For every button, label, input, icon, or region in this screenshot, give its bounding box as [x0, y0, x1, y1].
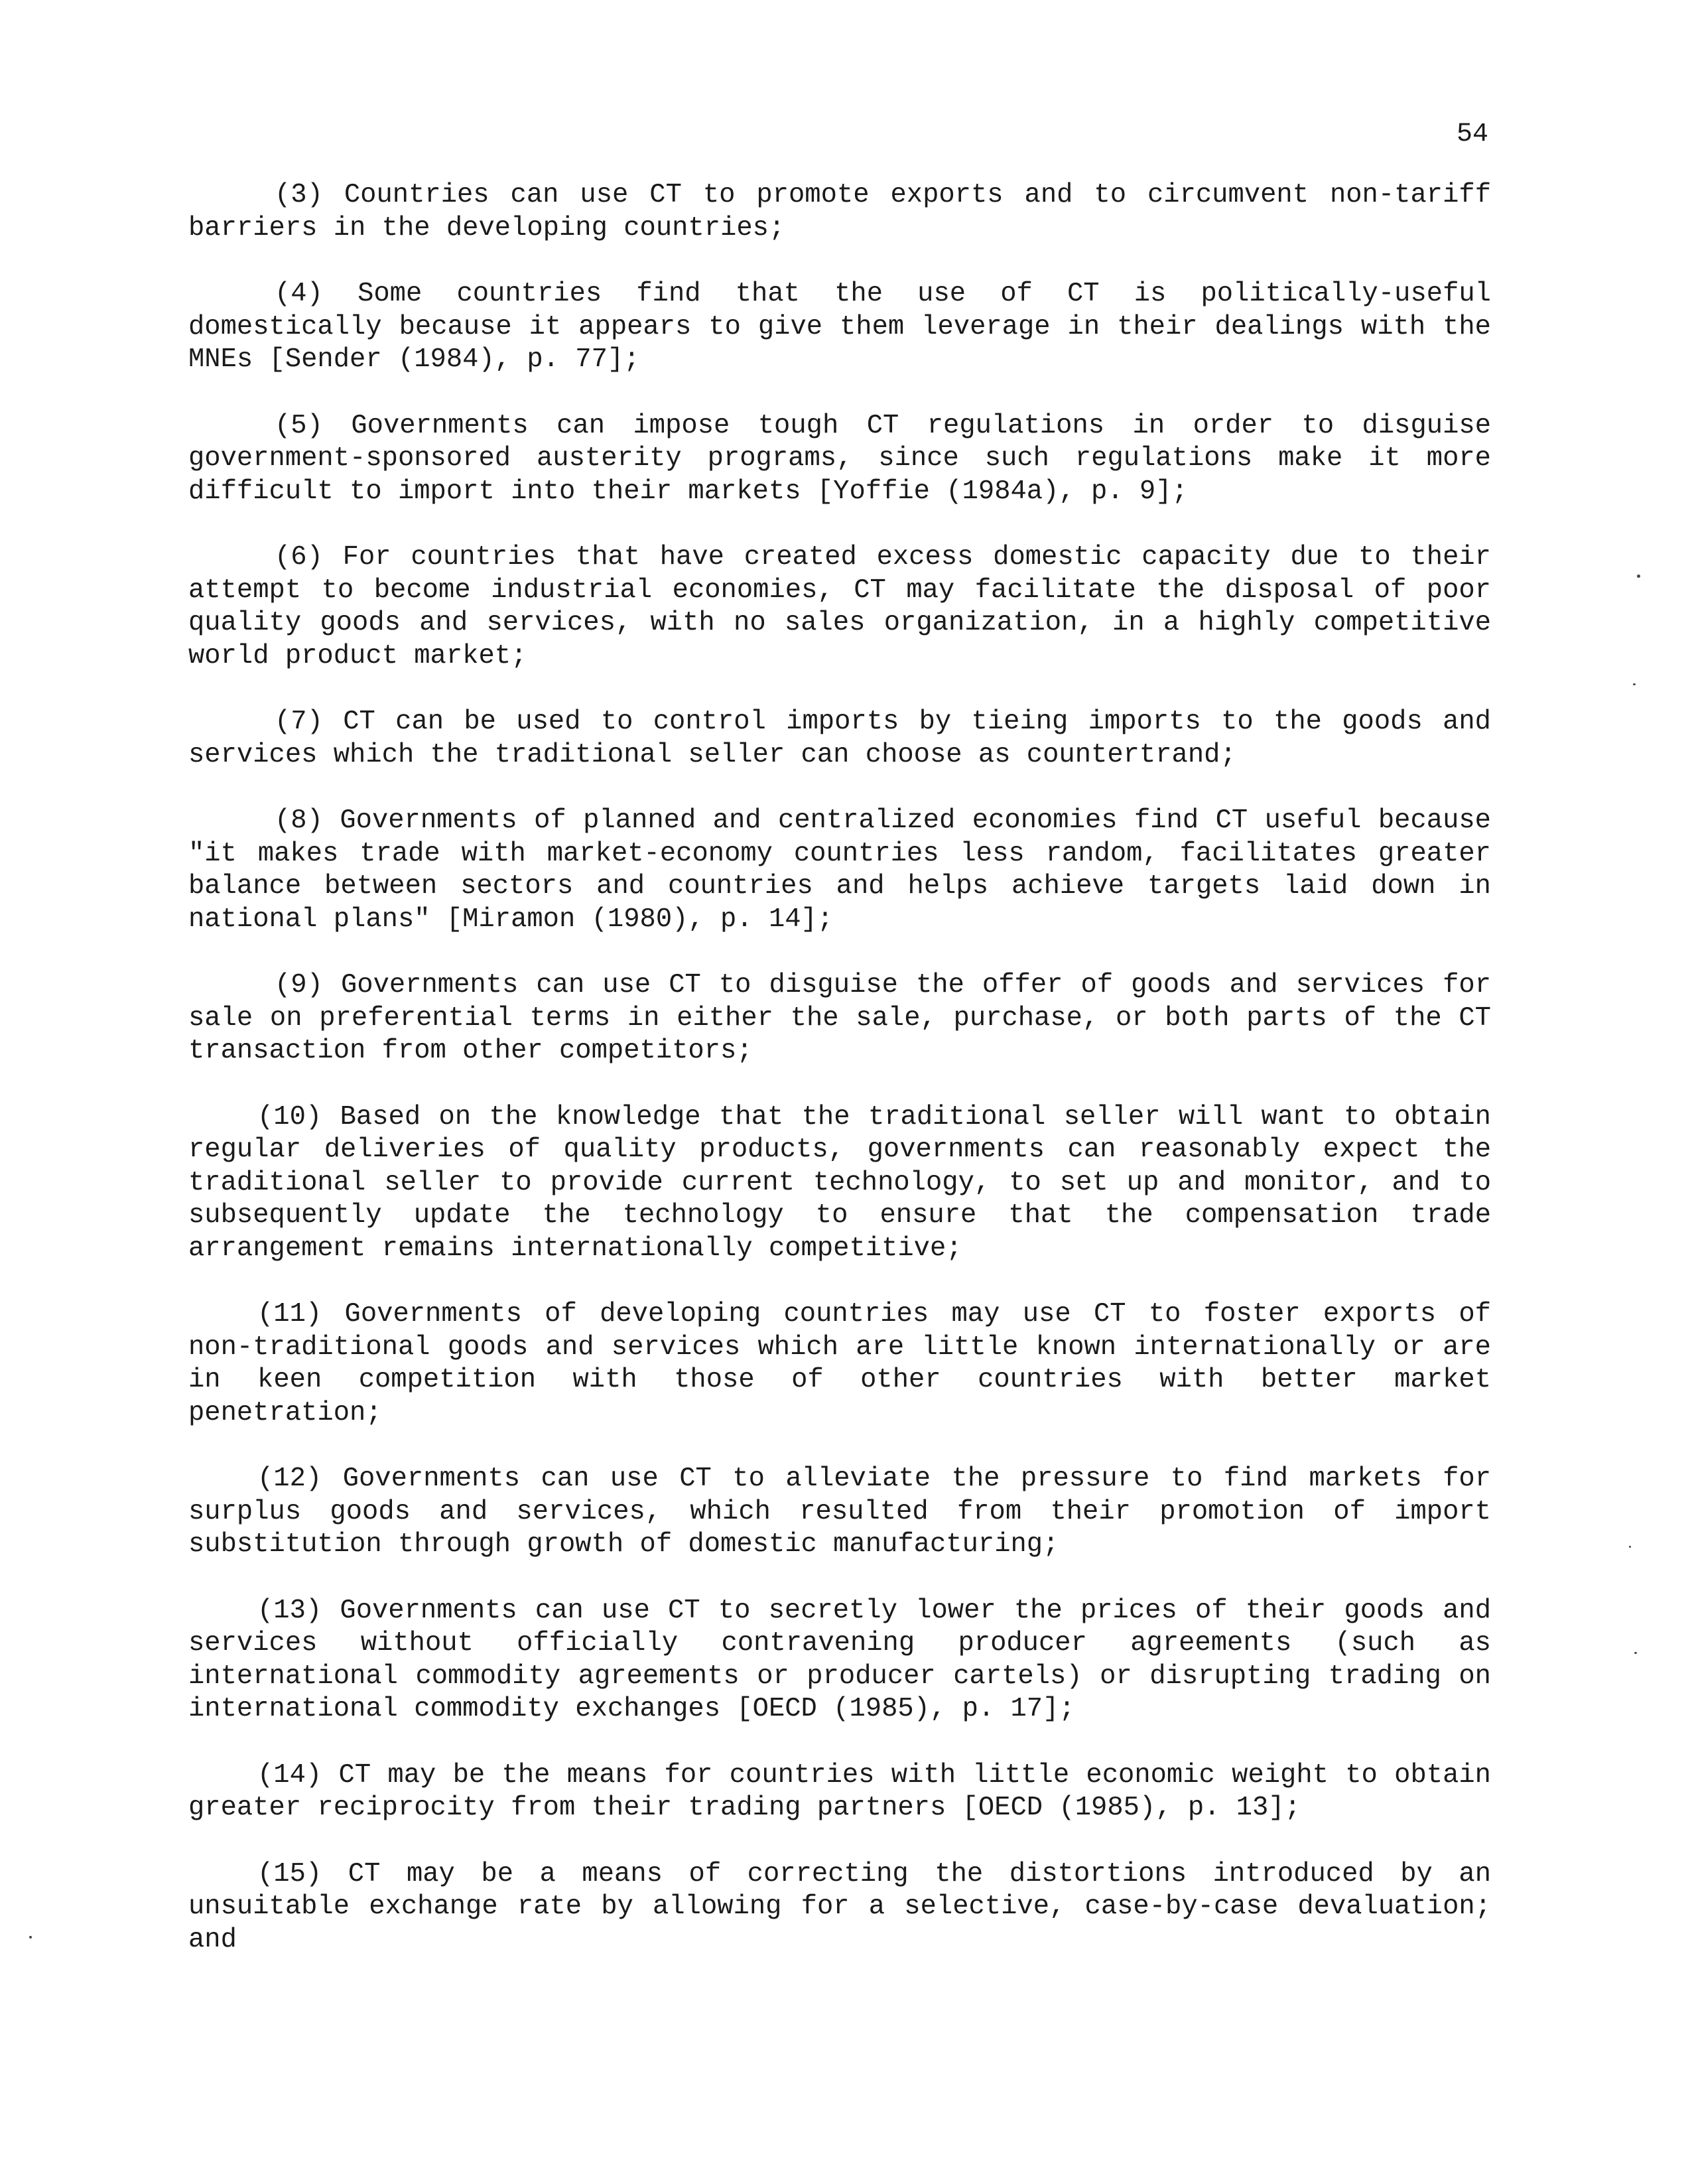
item-text: Countries can use CT to promote exports and to circumvent non-tariff barriers in the developing countries;: [188, 180, 1491, 243]
list-item: [188, 179, 1491, 245]
item-marker: (8): [275, 805, 323, 836]
item-text: Governments can impose tough CT regulations in order to disguise government-sponsored austerity programs, since such regulations make it more difficult to import into their markets [Yoffie (1984a), p. 9];: [188, 410, 1491, 507]
item-marker: (4): [275, 279, 323, 309]
item-text: Governments can use CT to secretly lower the prices of their goods and services without officially contravening producer agreements (such as international commodity agreements or producer cartels) or disrupting trading on international commodity exchanges [OECD (1985), p. 17];: [188, 1595, 1491, 1724]
body-text: [188, 179, 1491, 1990]
list-item: [188, 1595, 1491, 1726]
item-marker: (11): [257, 1299, 322, 1330]
scan-speck: [1629, 1546, 1631, 1548]
scan-speck: [1634, 1652, 1637, 1654]
scan-speck: [1633, 683, 1636, 685]
item-text: CT may be the means for countries with little economic weight to obtain greater reciprocity from their trading partners [OECD (1985), p. 13];: [188, 1759, 1491, 1823]
scan-speck: [29, 1936, 32, 1939]
list-item: [188, 1858, 1491, 1957]
item-text: Governments of planned and centralized economies find CT useful because "it makes trade with market-economy countries less random, facilitates greater balance between sectors and countries and helps achieve targets laid down in national plans" [Miramon (1980), p. 14];: [188, 805, 1491, 935]
item-text: CT can be used to control imports by tieing imports to the goods and services which the traditional seller can choose as countertrand;: [188, 707, 1491, 770]
item-marker: (7): [275, 707, 323, 737]
list-item: [188, 278, 1491, 377]
item-text: Based on the knowledge that the traditional seller will want to obtain regular deliveries of quality products, governments can reasonably expect the traditional seller to provide current technology, to set up and monitor, and to subsequently update the technology to ensure that the compensation trade arrangement remains internationally competitive;: [188, 1101, 1491, 1264]
item-marker: (5): [275, 410, 323, 441]
item-text: Governments can use CT to disguise the offer of goods and services for sale on preferential terms in either the sale, purchase, or both parts of the CT transaction from other competitors;: [188, 970, 1492, 1066]
list-item: [188, 410, 1491, 509]
item-text: Some countries find that the use of CT is politically-useful domestically because it appears to give them leverage in their dealings with the MNEs [Sender (1984), p. 77];: [188, 279, 1491, 375]
list-item: [188, 1759, 1491, 1825]
list-item: [188, 969, 1491, 1068]
item-marker: (9): [275, 970, 323, 1000]
item-marker: (15): [257, 1858, 322, 1889]
list-item: [188, 1101, 1491, 1266]
item-text: CT may be a means of correcting the distortions introduced by an unsuitable exchange rate by allowing for a selective, case-by-case devaluation; and: [188, 1858, 1491, 1955]
item-marker: (13): [257, 1595, 322, 1626]
item-text: Governments can use CT to alleviate the pressure to find markets for surplus goods and services, which resulted from their promotion of import substitution through growth of domestic manufacturing;: [188, 1464, 1492, 1560]
item-marker: (10): [257, 1101, 322, 1132]
item-text: Governments of developing countries may use CT to foster exports of non-traditional goods and services which are little known internationally or are in keen competition with those of other countries with better market penetration;: [188, 1299, 1491, 1428]
list-item: [188, 805, 1491, 936]
item-marker: (14): [257, 1759, 322, 1791]
list-item: [188, 541, 1491, 673]
list-item: [188, 1463, 1491, 1562]
item-text: For countries that have created excess domestic capacity due to their attempt to become industrial economies, CT may facilitate the disposal of poor quality goods and services, with no sales organization, in a highly competitive world product market;: [188, 542, 1491, 671]
item-marker: (3): [275, 180, 323, 210]
page-number: 54: [1457, 119, 1489, 149]
list-item: [188, 706, 1491, 772]
list-item: [188, 1298, 1491, 1430]
item-marker: (6): [275, 542, 323, 573]
item-marker: (12): [257, 1464, 322, 1494]
scan-speck: [1637, 575, 1640, 578]
